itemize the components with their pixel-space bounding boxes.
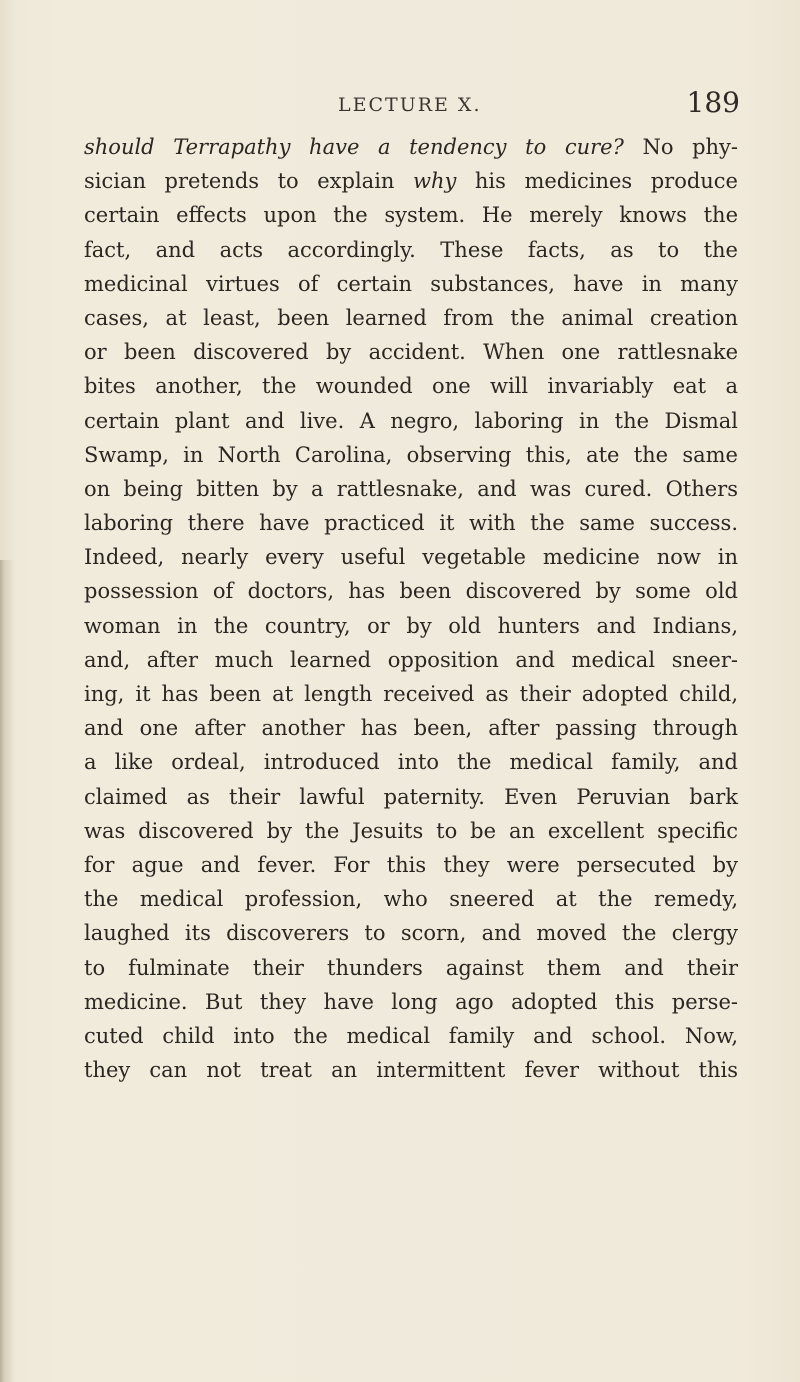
text-line: to fulminate their thunders against them and their	[84, 955, 738, 980]
text-line: ing, it has been at length received as their adopted child,	[84, 682, 738, 706]
text-line: laboring there have practiced it with the same success.	[84, 511, 738, 536]
italic-word: why	[412, 169, 457, 194]
binding-shadow	[0, 560, 14, 1382]
text-line: Indeed, nearly every useful vegetable medicine now in	[84, 545, 738, 570]
text-line: for ague and fever. For this they were persecuted by	[84, 852, 738, 877]
text-line: they can not treat an intermittent fever without this	[84, 1058, 738, 1083]
text-line: was discovered by the Jesuits to be an excellent specific	[84, 818, 738, 843]
text-line: and, after much learned opposition and medical sneer-	[84, 647, 738, 672]
italic-phrase: should Terrapathy have a tendency to cure?	[84, 135, 624, 159]
text-line: certain effects upon the system. He merely knows the	[84, 203, 738, 228]
running-title: LECTURE X.	[338, 94, 482, 116]
text-line: certain plant and live. A negro, laboring in the Dismal	[84, 408, 738, 433]
text-line: cuted child into the medical family and school. Now,	[84, 1023, 738, 1048]
page-number: 189	[686, 86, 740, 119]
text-run: his medicines produce	[456, 169, 738, 194]
text-line: medicinal virtues of certain substances, have in many	[84, 271, 738, 296]
body-text	[84, 130, 738, 1087]
text-line: on being bitten by a rattlesnake, and was cured. Others	[84, 476, 738, 501]
text-line: possession of doctors, has been discovered by some old	[84, 579, 738, 604]
text-line: a like ordeal, introduced into the medical family, and	[84, 750, 738, 775]
text-line: claimed as their lawful paternity. Even Peruvian bark	[84, 784, 738, 809]
text-line: fact, and acts accordingly. These facts, as to the	[84, 237, 738, 262]
text-line: and one after another has been, after passing through	[84, 716, 738, 741]
text-run: sician pretends to explain	[84, 169, 413, 194]
text-line	[84, 130, 738, 164]
running-head	[90, 84, 740, 124]
text-line: laughed its discoverers to scorn, and moved the clergy	[84, 921, 738, 946]
text-line: woman in the country, or by old hunters and Indians,	[84, 613, 738, 638]
text-line	[84, 164, 738, 198]
text-run: No phy-	[623, 135, 739, 159]
text-line: bites another, the wounded one will invariably eat a	[84, 374, 738, 399]
text-line: medicine. But they have long ago adopted this perse-	[84, 989, 738, 1014]
text-line: or been discovered by accident. When one rattlesnake	[84, 340, 738, 365]
text-line: the medical profession, who sneered at the remedy,	[84, 887, 738, 912]
text-line: Swamp, in North Carolina, observing this, ate the same	[84, 442, 738, 467]
text-line: cases, at least, been learned from the animal creation	[84, 305, 738, 330]
